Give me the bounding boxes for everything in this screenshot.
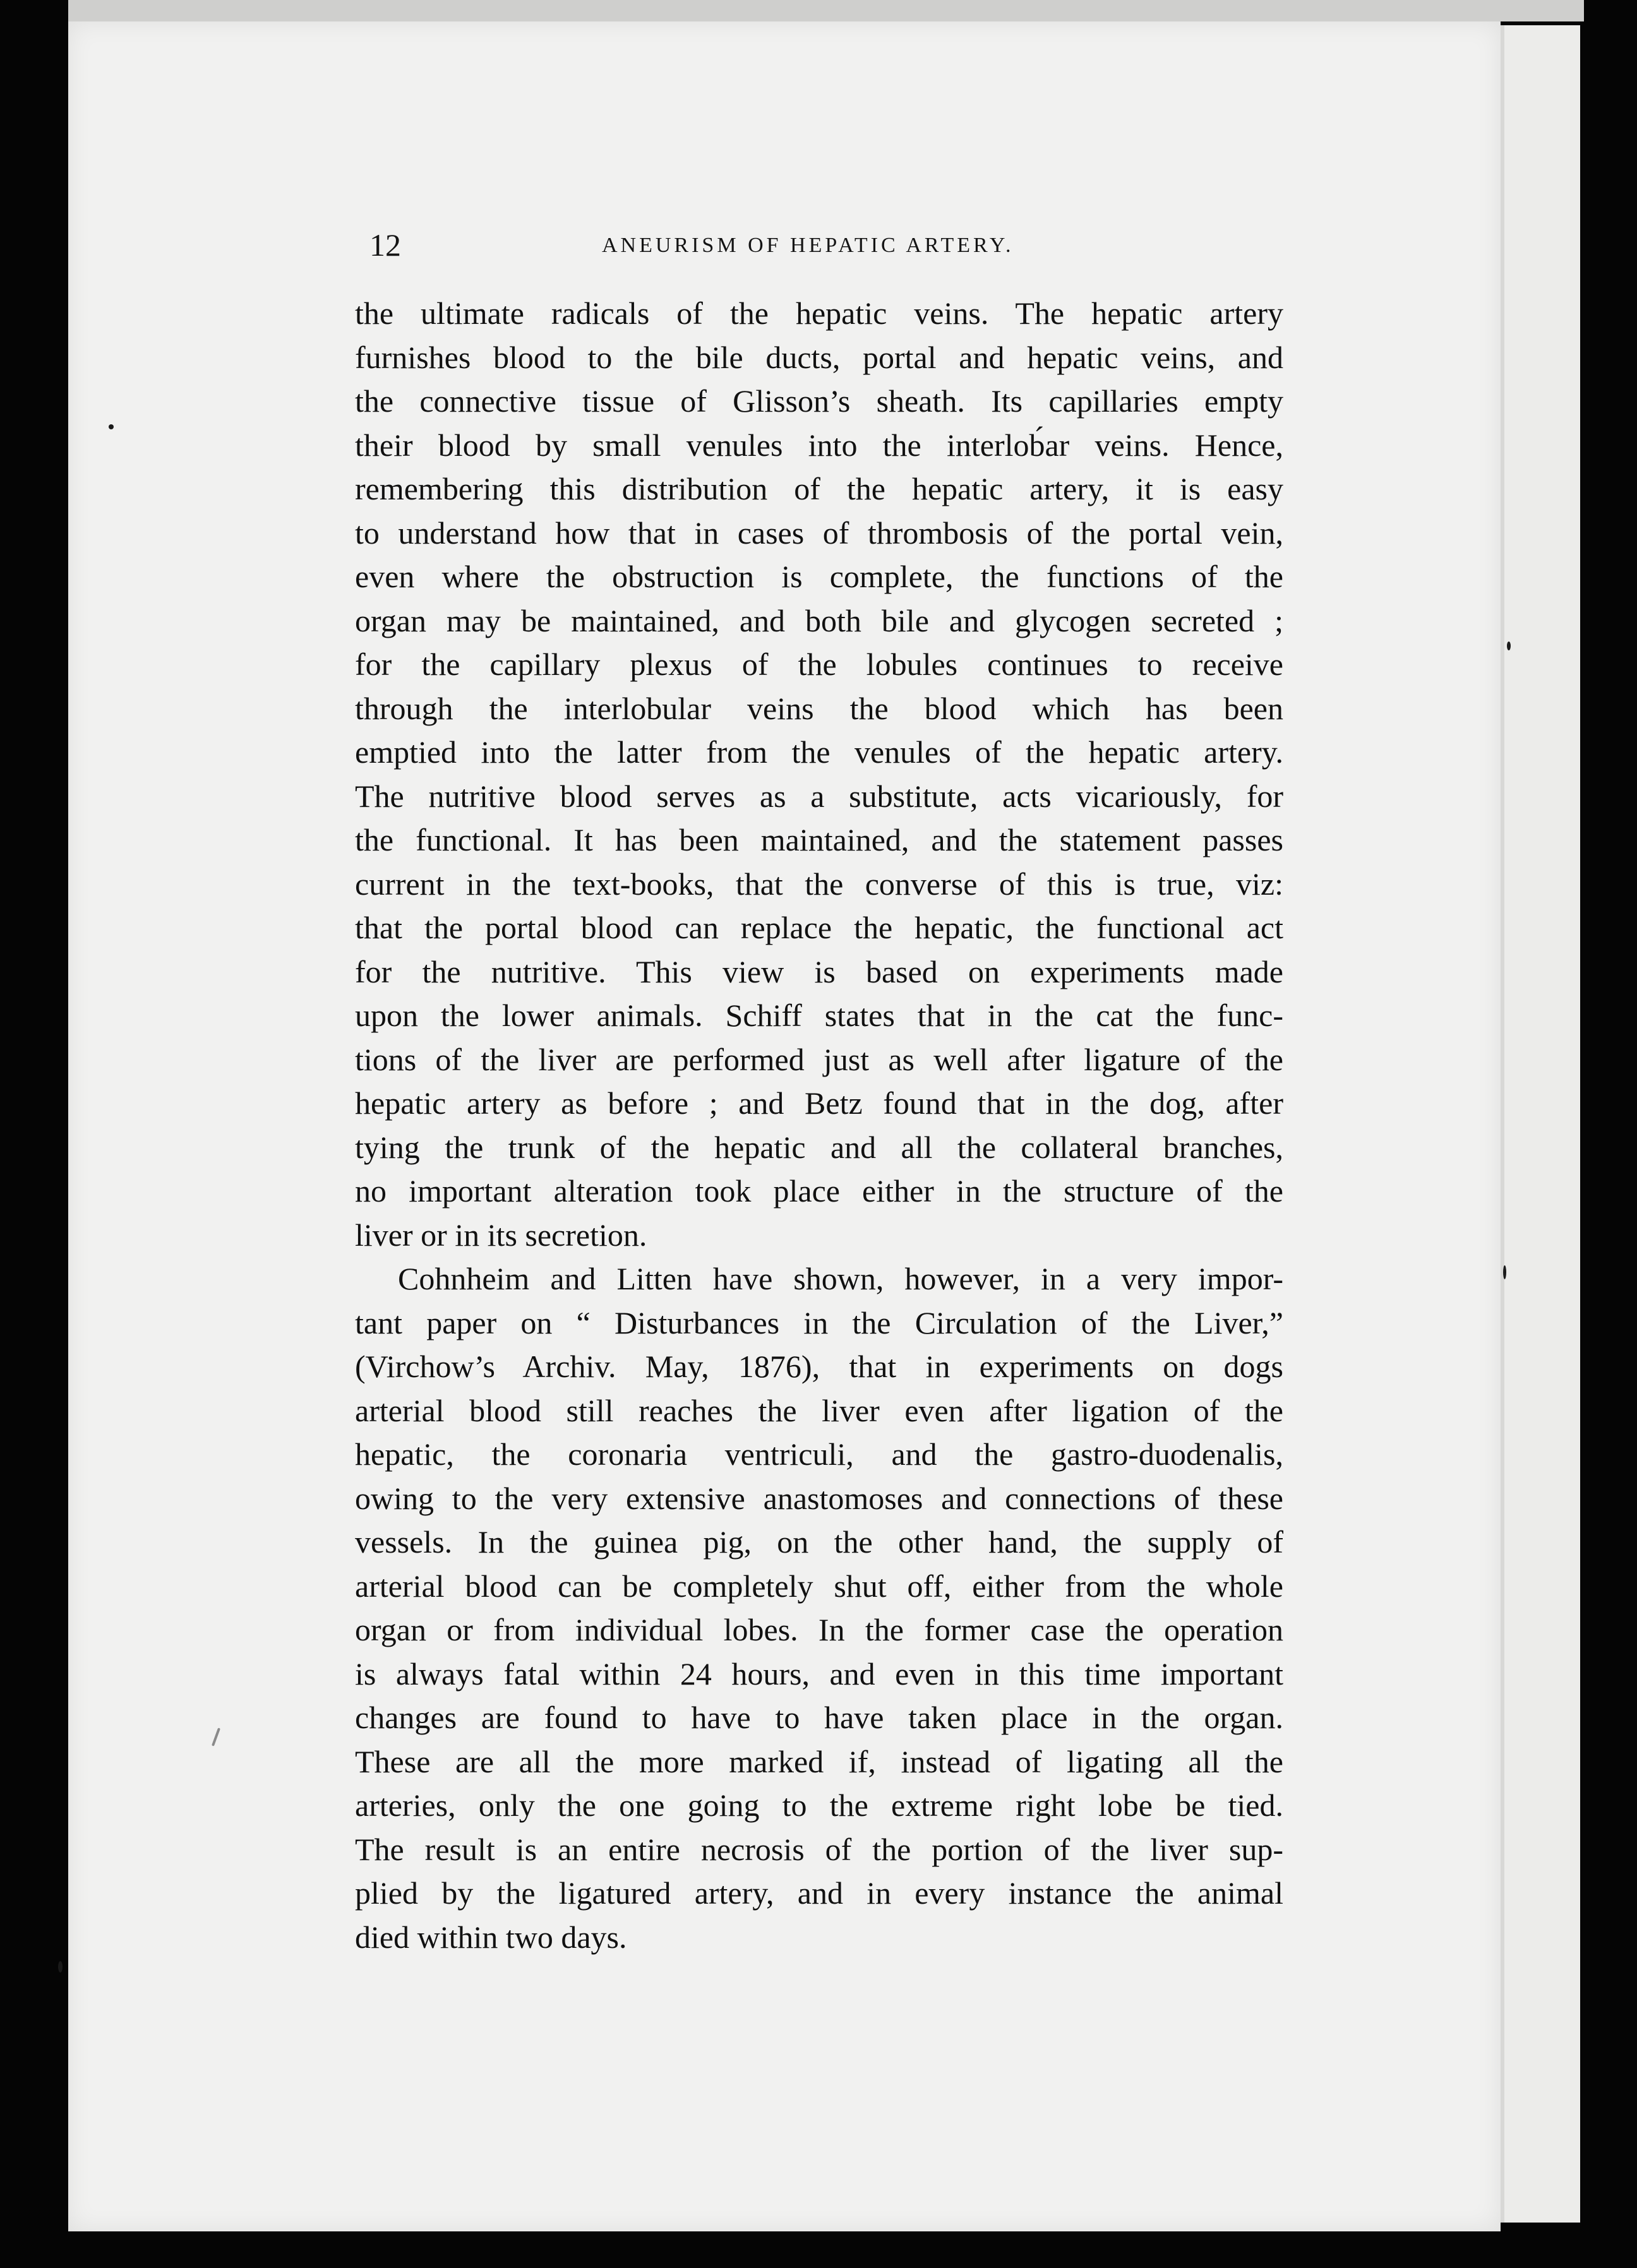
scan-top-edge (68, 0, 1584, 21)
text-line: The nutritive blood serves as a substitute, acts vicariously, for (355, 778, 1283, 814)
text-line: tying the trunk of the hepatic and all the collateral branches, (355, 1129, 1283, 1165)
text-line: Cohnheim and Litten have shown, however, in a very impor- (398, 1261, 1283, 1296)
text-line: the connective tissue of Glisson’s sheath. Its capillaries empty (355, 383, 1283, 419)
text-line: tions of the liver are performed just as well after ligature of the (355, 1041, 1283, 1077)
text-line: hepatic, the coronaria ventriculi, and the gastro-duodenalis, (355, 1436, 1283, 1472)
text-line: died within two days. (355, 1919, 627, 1955)
text-line: remembering this distribution of the hepatic artery, it is easy (355, 471, 1283, 506)
text-line: furnishes blood to the bile ducts, portal and hepatic veins, and (355, 339, 1283, 375)
text-line: organ or from individual lobes. In the former case the operation (355, 1612, 1283, 1647)
body-text (355, 292, 1283, 1959)
text-line: their blood by small venules into the interlob́ar veins. Hence, (355, 427, 1283, 463)
text-line: hepatic artery as before ; and Betz found that in the dog, after (355, 1085, 1283, 1121)
text-line: that the portal blood can replace the hepatic, the functional act (355, 910, 1283, 945)
text-line: (Virchow’s Archiv. May, 1876), that in experiments on dogs (355, 1349, 1283, 1384)
page-header (369, 226, 1317, 264)
running-head: ANEURISM OF HEPATIC ARTERY. (602, 234, 1014, 257)
text-line: to understand how that in cases of thrombosis of the portal vein, (355, 515, 1283, 551)
facing-page-edge (1501, 25, 1580, 2223)
text-line: owing to the very extensive anastomoses and connections of these (355, 1480, 1283, 1516)
text-line: The result is an entire necrosis of the portion of the liver sup- (355, 1831, 1283, 1867)
text-line: is always fatal within 24 hours, and even in this time important (355, 1656, 1283, 1692)
page-number: 12 (369, 227, 401, 263)
text-line: arteries, only the one going to the extreme right lobe be tied. (355, 1788, 1283, 1823)
text-line: even where the obstruction is complete, the functions of the (355, 559, 1283, 594)
text-line: the functional. It has been maintained, and the statement passes (355, 822, 1283, 857)
text-line: changes are found to have to have taken place in the organ. (355, 1700, 1283, 1735)
text-line: current in the text-books, that the converse of this is true, viz: (355, 866, 1283, 902)
text-line: vessels. In the guinea pig, on the other hand, the supply of (355, 1524, 1283, 1560)
text-line: the ultimate radicals of the hepatic veins. The hepatic artery (355, 295, 1283, 331)
text-line: arterial blood still reaches the liver even after ligation of the (355, 1392, 1283, 1428)
text-line: arterial blood can be completely shut off, either from the whole (355, 1568, 1283, 1604)
text-line: for the nutritive. This view is based on experiments made (355, 953, 1283, 989)
scan-speck (109, 424, 114, 429)
scan-speck (58, 1961, 63, 1973)
scan-speck (1503, 1265, 1506, 1279)
text-line: no important alteration took place either in the structure of the (355, 1173, 1283, 1209)
text-line: tant paper on “ Disturbances in the Circulation of the Liver,” (355, 1304, 1283, 1340)
text-line: These are all the more marked if, instead of ligating all the (355, 1743, 1283, 1779)
text-line: plied by the ligatured artery, and in every instance the animal (355, 1875, 1283, 1911)
text-line: through the interlobular veins the blood which has been (355, 690, 1283, 726)
text-line: organ may be maintained, and both bile and glycogen secreted ; (355, 602, 1283, 638)
text-line: upon the lower animals. Schiff states that in the cat the func- (355, 998, 1283, 1033)
text-line: emptied into the latter from the venules of the hepatic artery. (355, 734, 1283, 770)
scan-speck (1507, 642, 1511, 650)
text-line: for the capillary plexus of the lobules continues to receive (355, 647, 1283, 682)
text-line: liver or in its secretion. (355, 1217, 647, 1253)
